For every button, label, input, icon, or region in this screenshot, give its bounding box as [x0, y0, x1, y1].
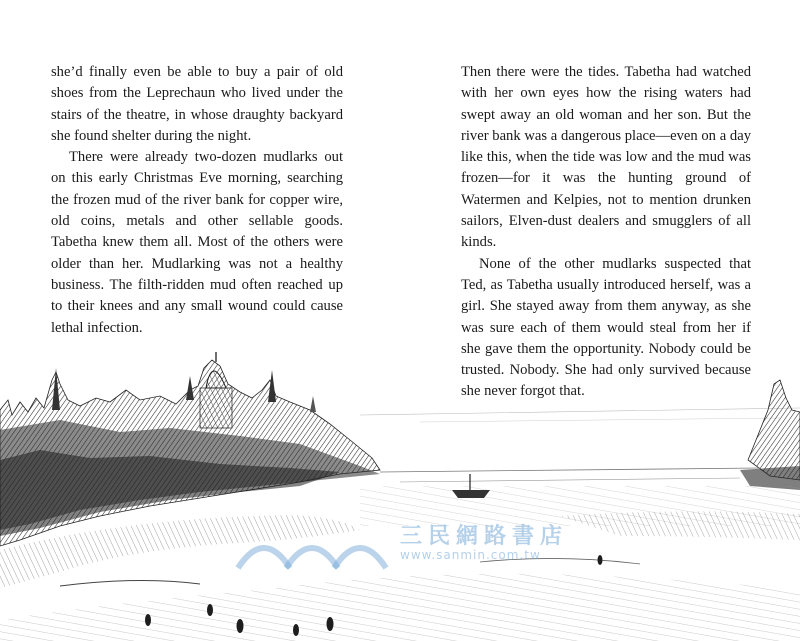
- watermark-text: 三民網路書店: [400, 524, 569, 549]
- watermark-url: www.sanmin.com.tw: [400, 548, 541, 562]
- city-skyline: [0, 352, 380, 546]
- right-headland: [740, 380, 800, 490]
- left-text-column: [51, 62, 343, 339]
- right-paragraph-2: None of the other mudlarks suspected that Ted, as Tabetha usually introduced herself, was a girl. She stayed away from them anyway, as she was sure each of them would steal from her if she gave them the opportunity. Nobody could be trusted. Nobody. She had only survived because she never forgot that.: [461, 255, 751, 400]
- river-city-sketch-illustration: [0, 340, 800, 641]
- left-paragraph-1: she’d finally even be able to buy a pair of old shoes from the Leprechaun who lived under the stairs of the theatre, in whose draughty backyard she found shelter during the night.: [51, 64, 343, 144]
- bookstore-logo-watermark-icon: [232, 522, 392, 572]
- right-paragraph-1: Then there were the tides. Tabetha had watched with her own eyes how the rising waters had swept away an old woman and her son. But the river bank was a dangerous place—even on a day like this, when the tide was low and the mud was frozen—for it was the hunting ground of Watermen and Kelpies, not to mention drunken sailors, Elven-dust dealers and smugglers of all kinds.: [461, 64, 751, 251]
- left-paragraph-2: There were already two-dozen mudlarks out on this early Christmas Eve morning, searching the frozen mud of the river bank for copper wire, old coins, metals and other sellable goods. Tabetha knew them all. Most of the others were older than her. Mudlarking was not a healthy business. The filth-ridden mud often reached up to their knees and any small wound could cause lethal infection.: [51, 149, 343, 336]
